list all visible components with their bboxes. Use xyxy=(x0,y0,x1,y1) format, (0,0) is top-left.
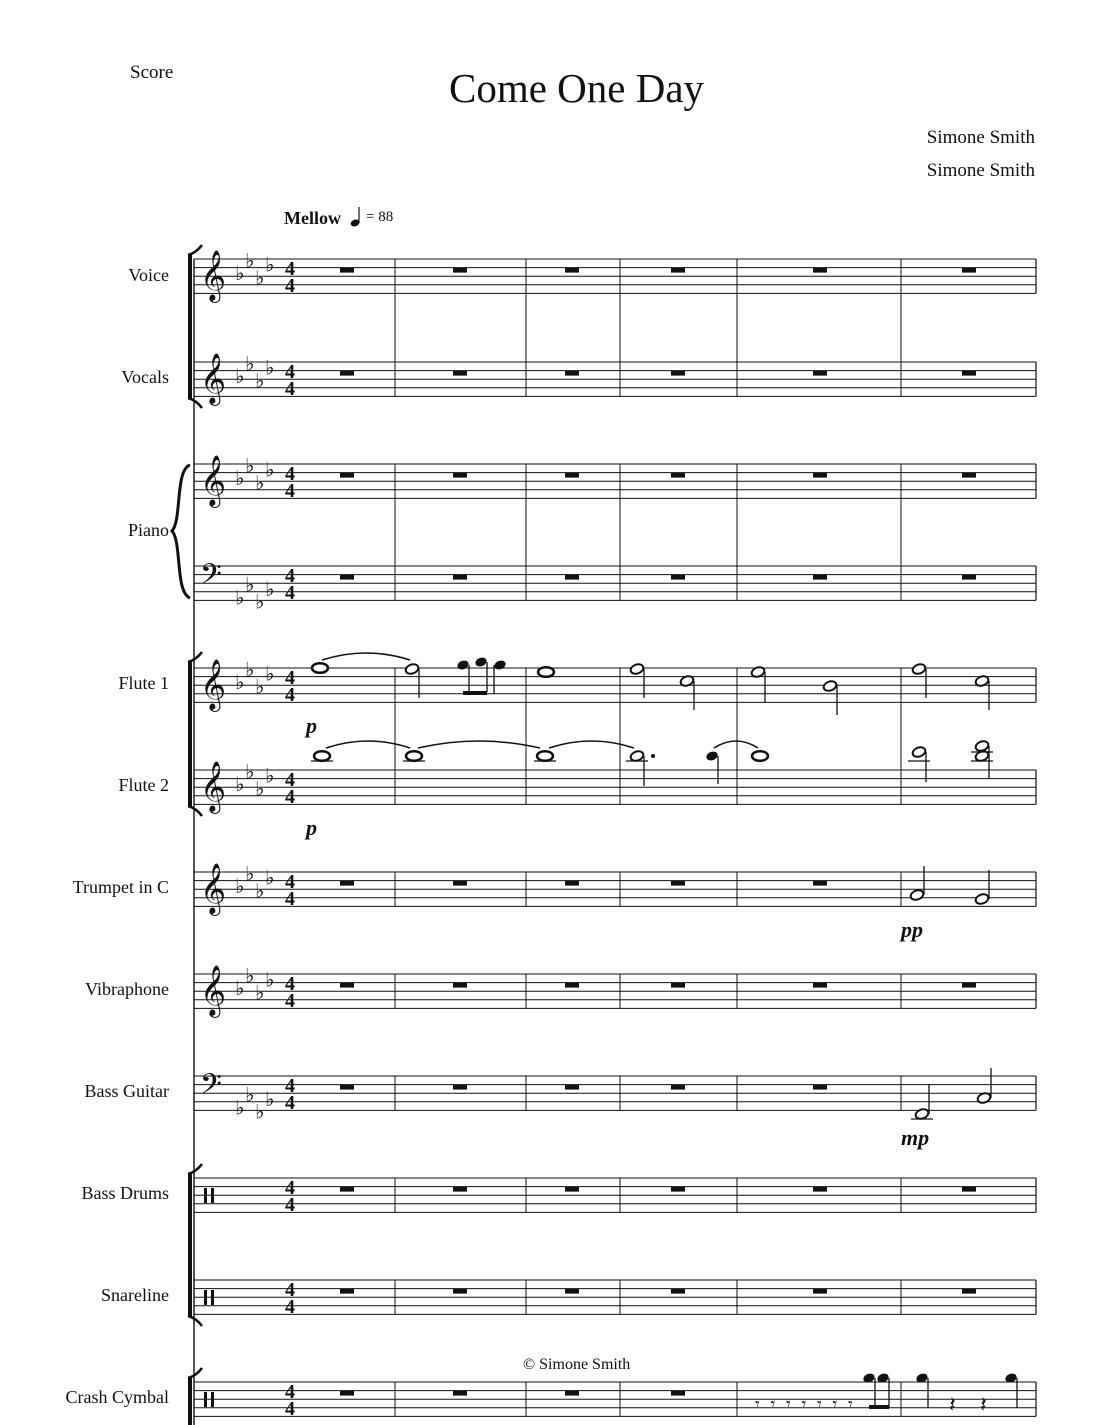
percussion-clef-icon xyxy=(211,1290,214,1305)
whole-rest xyxy=(671,1391,685,1396)
percussion-clef-icon xyxy=(204,1392,207,1407)
whole-rest xyxy=(340,268,354,273)
whole-rest xyxy=(453,575,467,580)
flat-icon: ♭ xyxy=(265,1086,275,1111)
whole-rest xyxy=(671,1187,685,1192)
quarter-rest-icon: 𝄽 xyxy=(949,1393,956,1418)
whole-rest xyxy=(671,881,685,886)
percussion-clef-icon xyxy=(211,1188,214,1203)
whole-rest xyxy=(565,1085,579,1090)
whole-rest xyxy=(453,1085,467,1090)
flat-icon: ♭ xyxy=(265,865,275,890)
score-title: Come One Day xyxy=(449,65,705,111)
instrument-label-voice: Voice xyxy=(128,265,169,285)
dynamic-flute-1: p xyxy=(306,713,317,738)
bracket-hook xyxy=(188,1164,202,1174)
flat-icon: ♭ xyxy=(235,466,245,491)
tie xyxy=(549,741,634,748)
flat-icon: ♭ xyxy=(235,261,245,286)
flat-icon: ♭ xyxy=(255,776,265,801)
whole-rest xyxy=(453,1187,467,1192)
whole-rest xyxy=(340,371,354,376)
instrument-label-bass-drums: Bass Drums xyxy=(81,1183,169,1203)
time-signature-bottom: 4 xyxy=(285,990,295,1012)
time-signature-bottom: 4 xyxy=(285,1092,295,1114)
treble-clef-icon: 𝄞 xyxy=(200,761,227,812)
eighth-rest-icon: 𝄾 xyxy=(786,1394,791,1415)
time-signature-top: 4 xyxy=(285,1075,295,1097)
score-label: Score xyxy=(130,62,174,83)
whole-rest xyxy=(962,983,976,988)
treble-clef-icon: 𝄞 xyxy=(200,659,227,710)
flat-icon: ♭ xyxy=(255,368,265,393)
time-signature-bottom: 4 xyxy=(285,582,295,604)
time-signature-bottom: 4 xyxy=(285,786,295,808)
whole-rest xyxy=(671,268,685,273)
measure-rests xyxy=(340,268,976,1396)
tempo-marking: Mellow xyxy=(284,208,341,228)
time-signature-top: 4 xyxy=(285,667,295,689)
flat-icon: ♭ xyxy=(255,265,265,290)
whole-rest xyxy=(813,1085,827,1090)
whole-rest xyxy=(813,575,827,580)
whole-rest xyxy=(453,1289,467,1294)
whole-rest xyxy=(340,1289,354,1294)
instrument-label-vibraphone: Vibraphone xyxy=(85,979,169,999)
tie xyxy=(714,741,758,748)
whole-rest xyxy=(813,881,827,886)
time-signature-top: 4 xyxy=(285,1177,295,1199)
instrument-label-crash-cymbal: Crash Cymbal xyxy=(65,1387,169,1407)
flat-icon: ♭ xyxy=(255,878,265,903)
whole-rest xyxy=(813,1187,827,1192)
time-signature-top: 4 xyxy=(285,1381,295,1403)
whole-note xyxy=(537,751,553,761)
whole-rest xyxy=(565,1391,579,1396)
time-signature-bottom: 4 xyxy=(285,378,295,400)
time-signature-bottom: 4 xyxy=(285,684,295,706)
whole-rest xyxy=(565,575,579,580)
whole-rest xyxy=(453,983,467,988)
flat-icon: ♭ xyxy=(235,1095,245,1120)
whole-rest xyxy=(962,473,976,478)
half-note xyxy=(911,746,926,759)
whole-rest xyxy=(565,268,579,273)
dynamic-bass-guitar: mp xyxy=(901,1125,930,1150)
flat-icon: ♭ xyxy=(265,252,275,277)
whole-note xyxy=(538,667,554,677)
treble-clef-icon: 𝄞 xyxy=(200,455,227,506)
whole-rest xyxy=(340,881,354,886)
treble-clef-icon: 𝄞 xyxy=(200,353,227,404)
quarter-note xyxy=(705,750,719,762)
eighth-rest-icon: 𝄾 xyxy=(770,1394,776,1415)
flat-icon: ♭ xyxy=(235,874,245,899)
half-note xyxy=(404,663,419,676)
bracket xyxy=(188,255,192,398)
bracket-hook xyxy=(188,1368,202,1378)
whole-rest xyxy=(340,473,354,478)
eighth-rest-icon: 𝄾 xyxy=(817,1394,822,1415)
half-note xyxy=(974,893,989,906)
tie xyxy=(322,653,410,660)
whole-rest xyxy=(813,983,827,988)
bracket xyxy=(188,662,192,806)
quarter-rest-icon: 𝄽 xyxy=(980,1393,987,1418)
flat-icon: ♭ xyxy=(245,1082,255,1107)
whole-note xyxy=(314,751,330,761)
treble-clef-icon: 𝄞 xyxy=(200,250,227,301)
whole-rest xyxy=(813,473,827,478)
whole-rest xyxy=(340,1391,354,1396)
staff-lines xyxy=(194,259,1036,1416)
treble-clef-icon: 𝄞 xyxy=(200,965,227,1016)
whole-rest xyxy=(813,1289,827,1294)
whole-rest xyxy=(671,473,685,478)
flat-icon: ♭ xyxy=(235,976,245,1001)
flat-icon: ♭ xyxy=(235,670,245,695)
whole-rest xyxy=(340,1187,354,1192)
whole-rest xyxy=(565,371,579,376)
bass-clef-icon: 𝄢 xyxy=(200,1068,222,1108)
flat-icon: ♭ xyxy=(265,355,275,380)
flat-icon: ♭ xyxy=(265,967,275,992)
time-signature-top: 4 xyxy=(285,1279,295,1301)
half-note xyxy=(822,680,837,693)
tie xyxy=(418,741,540,748)
whole-rest xyxy=(671,1085,685,1090)
barlines xyxy=(194,259,1036,1425)
dynamic-trumpet: pp xyxy=(901,917,923,942)
quarter-note xyxy=(456,659,470,671)
whole-rest xyxy=(340,983,354,988)
whole-rest xyxy=(565,983,579,988)
time-signatures xyxy=(285,258,295,1420)
flat-icon: ♭ xyxy=(245,657,255,682)
whole-rest xyxy=(340,1085,354,1090)
half-note xyxy=(629,663,644,676)
eighth-rest-icon: 𝄾 xyxy=(755,1394,760,1415)
whole-rest xyxy=(671,1289,685,1294)
whole-rest xyxy=(671,983,685,988)
whole-rest xyxy=(565,1289,579,1294)
bracket-hook xyxy=(188,1316,202,1326)
piano-brace-icon xyxy=(172,465,190,598)
flat-icon: ♭ xyxy=(235,772,245,797)
whole-rest xyxy=(962,371,976,376)
flat-icon: ♭ xyxy=(265,661,275,686)
time-signature-top: 4 xyxy=(285,361,295,383)
tempo-value: = 88 xyxy=(366,209,394,225)
eighth-rest-icon: 𝄾 xyxy=(801,1394,807,1415)
whole-rest xyxy=(962,268,976,273)
whole-rest xyxy=(565,881,579,886)
tempo-quarter-note-icon xyxy=(350,207,361,228)
whole-rest xyxy=(453,473,467,478)
whole-rest xyxy=(813,371,827,376)
half-note xyxy=(911,663,926,676)
whole-note xyxy=(312,663,328,673)
instrument-label-piano: Piano xyxy=(127,520,169,540)
whole-rest xyxy=(453,881,467,886)
percussion-clef-icon xyxy=(211,1392,214,1407)
quarter-note xyxy=(493,659,507,671)
flat-icon: ♭ xyxy=(245,861,255,886)
percussion-clef-icon xyxy=(204,1290,207,1305)
time-signature-bottom: 4 xyxy=(285,1398,295,1420)
whole-rest xyxy=(453,268,467,273)
instrument-label-bass-guitar: Bass Guitar xyxy=(84,1081,169,1101)
whole-rest xyxy=(565,1187,579,1192)
clefs xyxy=(200,250,226,1407)
beam xyxy=(463,691,487,695)
flat-icon: ♭ xyxy=(255,674,265,699)
whole-rest xyxy=(813,268,827,273)
eighth-rest-icon: 𝄾 xyxy=(848,1394,853,1415)
time-signature-top: 4 xyxy=(285,769,295,791)
flat-icon: ♭ xyxy=(235,585,245,610)
percussion-clef-icon xyxy=(204,1188,207,1203)
time-signature-top: 4 xyxy=(285,565,295,587)
whole-rest xyxy=(962,1187,976,1192)
bass-clef-icon: 𝄢 xyxy=(200,558,222,598)
whole-rest xyxy=(671,575,685,580)
time-signature-top: 4 xyxy=(285,463,295,485)
flat-icon: ♭ xyxy=(255,589,265,614)
time-signature-bottom: 4 xyxy=(285,1296,295,1318)
flat-icon: ♭ xyxy=(245,963,255,988)
flat-icon: ♭ xyxy=(245,453,255,478)
flat-icon: ♭ xyxy=(245,351,255,376)
instrument-label-trumpet: Trumpet in C xyxy=(72,877,169,897)
time-signature-bottom: 4 xyxy=(285,888,295,910)
quarter-note xyxy=(474,656,488,668)
system-brackets xyxy=(172,245,202,1425)
augmentation-dot xyxy=(651,754,655,758)
time-signature-top: 4 xyxy=(285,258,295,280)
time-signature-bottom: 4 xyxy=(285,480,295,502)
flat-icon: ♭ xyxy=(265,763,275,788)
whole-rest xyxy=(962,1289,976,1294)
time-signature-top: 4 xyxy=(285,973,295,995)
whole-rest xyxy=(565,473,579,478)
bracket xyxy=(188,1378,192,1425)
whole-rest xyxy=(671,371,685,376)
eighth-rest-icon: 𝄾 xyxy=(832,1394,838,1415)
beam xyxy=(869,1405,889,1409)
whole-note xyxy=(406,751,422,761)
flat-icon: ♭ xyxy=(265,457,275,482)
whole-rest xyxy=(453,1391,467,1396)
whole-rest xyxy=(453,371,467,376)
whole-note xyxy=(752,751,768,761)
whole-rest xyxy=(340,575,354,580)
instrument-label-flute-1: Flute 1 xyxy=(118,673,169,693)
flat-icon: ♭ xyxy=(245,572,255,597)
composer-credit: Simone Smith xyxy=(926,127,1035,148)
arranger-credit: Simone Smith xyxy=(926,160,1035,181)
whole-rest xyxy=(962,575,976,580)
bracket xyxy=(188,1174,192,1316)
flat-icon: ♭ xyxy=(245,248,255,273)
copyright-notice: © Simone Smith xyxy=(523,1356,631,1373)
dynamic-flute-2: p xyxy=(306,815,317,840)
instrument-label-snareline: Snareline xyxy=(101,1285,169,1305)
instrument-label-flute-2: Flute 2 xyxy=(118,775,169,795)
time-signature-bottom: 4 xyxy=(285,1194,295,1216)
tie xyxy=(326,741,410,748)
flat-icon: ♭ xyxy=(255,980,265,1005)
flat-icon: ♭ xyxy=(265,576,275,601)
time-signature-bottom: 4 xyxy=(285,275,295,297)
half-note xyxy=(909,889,924,902)
notes xyxy=(311,653,1018,1418)
flat-icon: ♭ xyxy=(235,364,245,389)
flat-icon: ♭ xyxy=(255,470,265,495)
flat-icon: ♭ xyxy=(255,1099,265,1124)
instrument-label-vocals: Vocals xyxy=(121,367,169,387)
time-signature-top: 4 xyxy=(285,871,295,893)
flat-icon: ♭ xyxy=(245,759,255,784)
treble-clef-icon: 𝄞 xyxy=(200,863,227,914)
